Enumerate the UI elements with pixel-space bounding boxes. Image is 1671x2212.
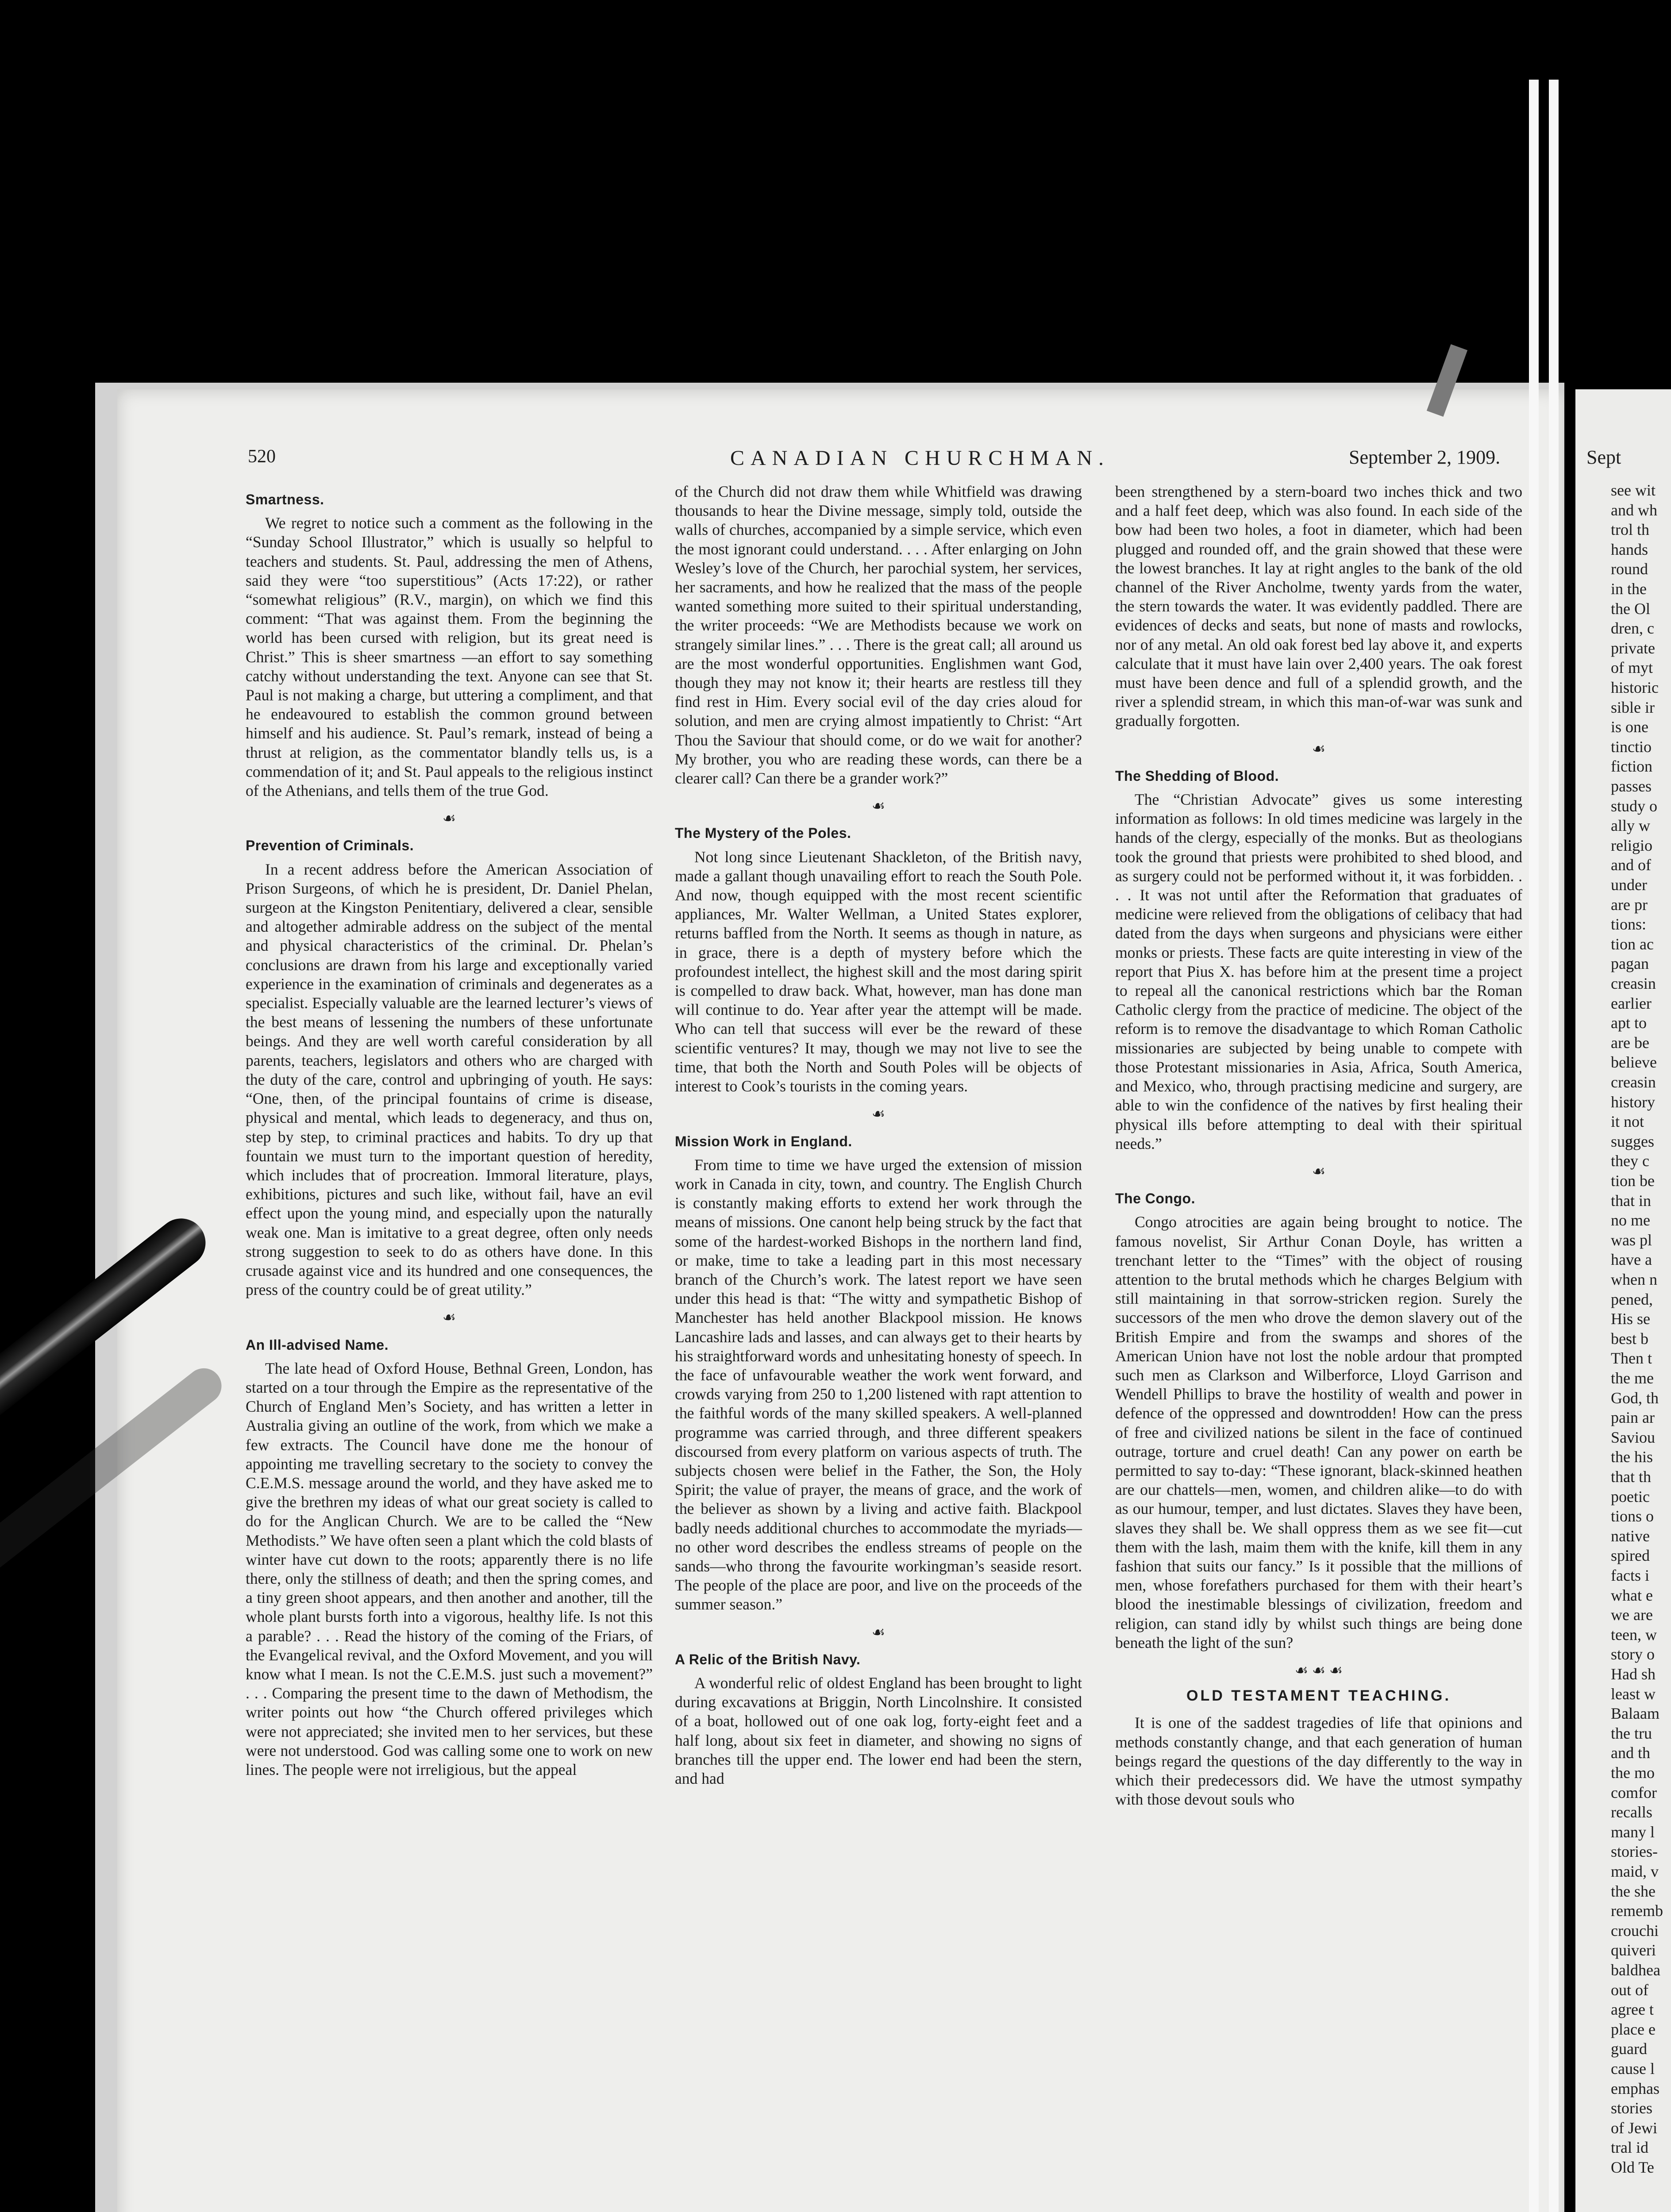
article-paragraph: Not long since Lieutenant Shackleton, of the British navy, made a gallant though unavailing effort to reach the South Pole. And now, though equipped with the most recent scientific appliances, Mr. Walter Wellman, a United States explorer, returns baffled from the North. It seems as though in nature, as in grace, there is a depth of mystery before which the profoundest intellect, the highest skill and the most daring spirit is compelled to draw back. What, however, man has done man will continue to do. Year after year the attempt will be made. Who can tell that success will ever be the reward of these scientific ventures? It may, though we may not live to see the time, that both the North and South Poles will be objects of interest to Cook’s tourists in the coming years. bbox=[675, 848, 1082, 1095]
next-page-line: creasin bbox=[1611, 1073, 1656, 1091]
next-page-line: the she bbox=[1611, 1882, 1656, 1900]
section-ornament: ☙ bbox=[1312, 1163, 1326, 1180]
next-page-line: hands bbox=[1611, 540, 1648, 558]
next-page-line: historic bbox=[1611, 679, 1659, 696]
page-number: 520 bbox=[248, 446, 276, 467]
next-page-line: baldhea bbox=[1611, 1961, 1660, 1979]
next-page-line: quiveri bbox=[1611, 1941, 1656, 1959]
next-page-line: pain ar bbox=[1611, 1409, 1655, 1427]
next-page-line: under bbox=[1611, 876, 1647, 894]
next-page-line: that th bbox=[1611, 1468, 1651, 1486]
section-heading: The Shedding of Blood. bbox=[1115, 768, 1279, 784]
article-paragraph: In a recent address before the American Association of Prison Surgeons, of which he is president, Dr. Daniel Phelan, surgeon at the Kingston Penitentiary, delivered a clear, sensible and altogether admirable address on the subject of the mental and physical characteristics of the criminal. Dr. Phelan’s conclusions are drawn from his large and exceptionally varied experience in the examination of criminals and degenerates as a specialist. Especially valuable are the learned lecturer’s views of the best means of lessening the numbers of these unfortunate beings. And they are well worth careful consideration by all parents, teachers, legislators and others who are charged with the duty of the care, control and upbringing of youth. He says: “One, then, of the principal fountains of crime is disease, physical and mental, which leads to degeneracy, and thus on, step by step, to criminal practices and habits. To dry up that fountain we must turn to the important question of heredity, which includes that of procreation. Immoral literature, plays, exhibitions, pictures and such like, without fail, have an evil effect upon the young mind, and especially upon the naturally weak one. Man is imitative to a great degree, often only needs strong suggestion to seek to do as others have done. In this crusade against vice and its hundred and one consequences, the press of the country could be of great utility.” bbox=[246, 860, 653, 1299]
next-page-line: of myt bbox=[1611, 659, 1653, 677]
section-ornament: ☙ bbox=[1312, 741, 1326, 757]
next-page-line: least w bbox=[1611, 1685, 1656, 1703]
next-page-line: agree t bbox=[1611, 2001, 1654, 2019]
next-page-line: tions: bbox=[1611, 915, 1647, 933]
next-page-line: out of bbox=[1611, 1981, 1648, 1999]
next-page-line: tral id bbox=[1611, 2139, 1648, 2157]
column-3 bbox=[1115, 482, 1522, 1809]
next-page-line: the mo bbox=[1611, 1764, 1655, 1782]
next-page-line: Had sh bbox=[1611, 1665, 1656, 1683]
section-heading: A Relic of the British Navy. bbox=[675, 1651, 861, 1667]
section-ornament: ☙ bbox=[442, 1310, 456, 1326]
next-page-line: what e bbox=[1611, 1586, 1653, 1604]
next-page-line: teen, w bbox=[1611, 1625, 1657, 1644]
article-title: OLD TESTAMENT TEACHING. bbox=[1186, 1687, 1451, 1705]
masthead: CANADIAN CHURCHMAN. bbox=[730, 446, 1110, 470]
next-page-line: in the bbox=[1611, 580, 1647, 598]
next-page-line: God, th bbox=[1611, 1389, 1659, 1407]
section-ornament: ☙ ☙ ☙ bbox=[1294, 1662, 1343, 1679]
next-page-line: history bbox=[1611, 1093, 1656, 1111]
section-heading: An Ill-advised Name. bbox=[246, 1336, 389, 1353]
next-page-line: it not bbox=[1611, 1113, 1644, 1131]
section-heading: The Congo. bbox=[1115, 1190, 1195, 1207]
next-page-line: cause l bbox=[1611, 2060, 1655, 2078]
next-page-line: earlier bbox=[1611, 994, 1652, 1012]
next-page-line: story o bbox=[1611, 1645, 1655, 1663]
section-ornament: ☙ bbox=[871, 1624, 886, 1641]
next-page-line: many l bbox=[1611, 1823, 1655, 1841]
next-page-line: are be bbox=[1611, 1033, 1649, 1052]
next-page-line: see wit bbox=[1611, 481, 1656, 499]
next-page-line: best b bbox=[1611, 1329, 1648, 1348]
column-1 bbox=[246, 482, 653, 1779]
next-page-line: pagan bbox=[1611, 955, 1649, 973]
next-page-line: the his bbox=[1611, 1448, 1653, 1466]
next-page-line: that in bbox=[1611, 1191, 1651, 1210]
column-2 bbox=[675, 482, 1082, 1788]
article-paragraph: It is one of the saddest tragedies of life that opinions and methods constantly change, and that each generation of human beings regard the questions of the day differently to the way in which their predecessors did. We have the utmost sympathy with those devout souls who bbox=[1115, 1714, 1522, 1809]
next-page-line: maid, v bbox=[1611, 1863, 1659, 1880]
next-page-line: dren, c bbox=[1611, 619, 1654, 637]
next-page-line: ally w bbox=[1611, 817, 1650, 835]
next-page-line: emphas bbox=[1611, 2079, 1659, 2097]
section-ornament: ☙ bbox=[871, 798, 886, 815]
article-paragraph: been strengthened by a stern-board two inches thick and two and a half feet deep, which was also found. In each side of the bow had been two holes, a foot in diameter, which had been plugged and rounded off, and the grain showed that these were the lowest branches. It lay at right angles to the bank of the old channel of the River Ancholme, twenty yards from the water, the stern towards the water. It was evidently paddled. There are evidences of decks and seats, but none of masts and rowlocks, nor of any metal. An old oak forest bed lay above it, and experts calculate that it must have lain over 2,400 years. The oak forest must have been dence and full of a splendid growth, and the river a splendid stream, in which this man-of-war was sunk and gradually forgotten. bbox=[1115, 483, 1522, 730]
next-page-line: His se bbox=[1611, 1310, 1650, 1328]
next-page-line: have a bbox=[1611, 1251, 1652, 1269]
next-page-line: are pr bbox=[1611, 895, 1648, 914]
next-page-line: tion be bbox=[1611, 1172, 1655, 1190]
next-page-line: religio bbox=[1611, 836, 1652, 854]
next-page-line: comfor bbox=[1611, 1783, 1657, 1801]
next-page-line: native bbox=[1611, 1527, 1650, 1545]
next-page-line: of Jewi bbox=[1611, 2119, 1657, 2137]
next-page-line: poetic bbox=[1611, 1487, 1650, 1505]
section-ornament: ☙ bbox=[871, 1106, 886, 1123]
next-page-line: Saviou bbox=[1611, 1428, 1656, 1446]
next-page-line: rememb bbox=[1611, 1902, 1663, 1920]
next-page-line: guard bbox=[1611, 2040, 1647, 2058]
next-page-line: recalls bbox=[1611, 1803, 1652, 1821]
next-page-line: sible ir bbox=[1611, 698, 1655, 716]
next-page-line: passes bbox=[1611, 777, 1652, 795]
next-page-line: creasin bbox=[1611, 975, 1656, 992]
next-page-line: Balaam bbox=[1611, 1705, 1659, 1723]
next-page-line: was pl bbox=[1611, 1231, 1652, 1249]
next-page-line: and th bbox=[1611, 1744, 1650, 1762]
next-page-line: round bbox=[1611, 560, 1648, 578]
article-paragraph: of the Church did not draw them while Whitfield was drawing thousands to hear the Divine message, simply told, outside the walls of churches, accompanied by a simple service, which even the most ignorant could understand. . . . After enlarging on John Wesley’s love of the Church, her parochial system, her services, her sacraments, and how he realized that the mass of the people wanted something more suited to their spiritual understanding, the writer proceeds: “We are Methodists because we work on strangely similar lines.” . . . There is the great call; all around us are the most wonderful opportunities. Englishmen want God, though they may not know it; their hearts are restless till they find rest in Him. Every social evil of the day cries aloud for solution, and men are crying almost impatiently to Christ: “Art Thou the Saviour that should come, or do we wait for another? My brother, you who are reading these words, can there be a clearer call? Can there be a grander work?” bbox=[675, 483, 1082, 787]
next-page-line: stories bbox=[1611, 2099, 1652, 2117]
next-page-line: pened, bbox=[1611, 1290, 1653, 1308]
section-heading: The Mystery of the Poles. bbox=[675, 825, 851, 841]
next-page-line: we are bbox=[1611, 1606, 1653, 1624]
article-paragraph: Congo atrocities are again being brought to notice. The famous novelist, Sir Arthur Conan Doyle, has written a trenchant letter to the “Times” with the object of rousing attention to the brutal methods which he charges Belgium with still maintaining in that sorrow-stricken region. Surely the successors of the men who drove the demon slavery out of the British Empire and from the swamps and shores of the American Union have not lost the noble ardour that prompted such men as Clarkson and Wilberforce, Lloyd Garrison and Wendell Phillips to brave the hostility of wealth and power in defence of the oppressed and downtrodden! How can the press of free and civilized nations be silent in the face of continued outrage, torture and cruel death! Can any power on earth be permitted to say to-day: “These ignorant, black-skinned heathen are our chattels—men, women, and children alike—to do with as our humour, temper, and lust dictates. Slaves they have been, slaves they shall be. We shall oppress them as we see fit—cut them with the lash, maim them with the knife, kill them in any fashion that suits our fancy.” Is it possible that the millions of men, whose forefathers purchased for them with their heart’s blood the inestimable blessings of civilization, freedom and religion, can stand idly by whilst such things are being done beneath the light of the sun? bbox=[1115, 1213, 1522, 1651]
next-page-header: Sept bbox=[1586, 446, 1621, 468]
section-heading: Mission Work in England. bbox=[675, 1133, 852, 1149]
next-page-line: Then t bbox=[1611, 1349, 1652, 1367]
next-page-line: the tru bbox=[1611, 1724, 1652, 1742]
section-heading: Smartness. bbox=[246, 492, 324, 507]
next-page-line: tion ac bbox=[1611, 935, 1654, 953]
next-page-line: believe bbox=[1611, 1053, 1657, 1071]
next-page-line: spired bbox=[1611, 1547, 1650, 1565]
next-page-line: place e bbox=[1611, 2020, 1656, 2038]
article-paragraph: The “Christian Advocate” gives us some interesting information as follows: In old times medicine was largely in the hands of the clergy, especially of the monks. But as theologians took the ground that priests were prohibited to shed blood, and as surgery could not be performed without it, it was forbidden. . . . It was not until after the Reformation that graduates of medicine were relieved from the obligations of celibacy that had dated from the days when surgeons and physicians were either monks or priests. These facts are quite interesting in view of the report that Pius X. has before him at the present time a project to repeal all the canonical restrictions which bar the Roman Catholic clergy from the practice of medicine. The object of the reform is to remove the disadvantage to which Roman Catholic missionaries are subjected by being unable to compete with those Protestant missionaries in Asia, Africa, South America, and Mexico, who, through practising medicine and surgery, are able to win the confidence of the natives by first healing their physical ills before attempting to deal with their spiritual needs.” bbox=[1115, 791, 1522, 1152]
film-divider-bar bbox=[1549, 80, 1559, 2212]
next-page-fragment bbox=[1575, 389, 1671, 2212]
next-page-line: crouchi bbox=[1611, 1921, 1659, 1939]
film-divider-bar bbox=[1529, 80, 1539, 2212]
next-page-line: they c bbox=[1611, 1152, 1649, 1170]
next-page-line: tinctio bbox=[1611, 737, 1652, 756]
issue-date: September 2, 1909. bbox=[1349, 446, 1501, 468]
next-page-line: Old Te bbox=[1611, 2158, 1654, 2176]
next-page-line: stories- bbox=[1611, 1843, 1658, 1861]
next-page-line: when n bbox=[1611, 1271, 1657, 1288]
next-page-line: trol th bbox=[1611, 521, 1649, 539]
next-page-line: fiction bbox=[1611, 757, 1652, 776]
next-page-line: and of bbox=[1611, 856, 1651, 874]
next-page-line: apt to bbox=[1611, 1014, 1647, 1032]
article-paragraph: From time to time we have urged the extension of mission work in Canada in city, town, and country. The English Church is constantly making efforts to extend her work through the means of missions. One canont help being struck by the fact that some of the hardest-worked Bishops in the northern land find, or make, time to take a leading part in this most necessary branch of the Church’s work. The latest report we have seen under this head is that: “The witty and sympathetic Bishop of Manchester has held another Blackpool mission. He knows Lancashire lads and lasses, and can always get to their hearts by his straightforward words and unhesitating honesty of speech. In the face of unfavourable weather the work went forward, and crowds varying from 250 to 1,200 listened with rapt attention to the faithful words of the many skilled speakers. A well-planned programme was carried through, and three different speakers discoursed from every platform on various aspects of truth. The subjects chosen were belief in the Father, the Son, the Holy Spirit; the value of prayer, the means of grace, and the work of the believer as shown by a living and active faith. Blackpool badly needs additional churches to accommodate the myriads—no other word describes the endless streams of people on the sands—who throng the favourite workingman’s seaside resort. The people of the place are poor, and live on the proceeds of the summer season.” bbox=[675, 1156, 1082, 1613]
next-page-line: no me bbox=[1611, 1211, 1650, 1229]
next-page-line: sugges bbox=[1611, 1132, 1654, 1150]
section-ornament: ☙ bbox=[442, 810, 456, 827]
next-page-line: and wh bbox=[1611, 501, 1657, 519]
next-page-line: the me bbox=[1611, 1369, 1654, 1387]
section-heading: Prevention of Criminals. bbox=[246, 837, 414, 854]
article-paragraph: We regret to notice such a comment as the following in the “Sunday School Illustrator,” which is usually so helpful to teachers and students. St. Paul, addressing the men of Athens, said they were “too superstitious” (Acts 17:22), or rather “somewhat religious” (R.V., margin), on which we find this comment: “That was against them. From the beginning the world has been cursed with religion, but its great need is Christ.” This is sheer smartness —an effort to say something catchy without understanding the text. Anyone can see that St. Paul is not making a charge, but uttering a compliment, and that he endeavoured to establish the common ground between himself and his audience. St. Paul’s remark, instead of being a thrust at religion, as the commentator blandly tells us, is a commendation of it; and St. Paul appeals to the religious instinct of the Athenians, and tells them of the true God. bbox=[246, 514, 653, 800]
next-page-line: facts i bbox=[1611, 1567, 1649, 1584]
next-page-line: study o bbox=[1611, 797, 1658, 815]
article-paragraph: A wonderful relic of oldest England has been brought to light during excavations at Briggin, North Lincolnshire. It consisted of a boat, hollowed out of one oak log, forty-eight feet and a half long, about six feet in diameter, and showing no signs of branches till the upper end. The lower end had been the stern, and had bbox=[675, 1674, 1082, 1787]
article-paragraph: The late head of Oxford House, Bethnal Green, London, has started on a tour through the Empire as the representative of the Church of England Men’s Society, and has written a letter in Australia giving an outline of the work, from which we make a few extracts. The Council have done me the honour of appointing me travelling secretary to the society to convey the C.E.M.S. message around the world, and they have asked me to give the brethren my ideas of what our great society is called to do for the Anglican Church. We are to be called the “New Methodists.” We have often seen a plant which the cold blasts of winter have cut down to the roots; apparently there is no life there, only the stillness of death; and then the spring comes, and a tiny green shoot appears, and then another and another, till the whole plant bursts forth into a vigorous, healthy life. Is not this a parable? . . . Read the history of the coming of the Friars, of the Evangelical revival, and the Oxford Movement, and you will know what I mean. Is not the C.E.M.S. just such a movement?” . . . Comparing the present time to the dawn of Methodism, the writer points out how “the Church offered privileges which were not appreciated; she invited men to her services, but these were not understood. God was calling some one to work on new lines. The people were not irreligious, but the appeal bbox=[246, 1359, 653, 1778]
next-page-line: is one bbox=[1611, 718, 1648, 736]
next-page-line: tions o bbox=[1611, 1507, 1654, 1525]
next-page-line: private bbox=[1611, 639, 1655, 657]
next-page-line: the Ol bbox=[1611, 599, 1650, 618]
